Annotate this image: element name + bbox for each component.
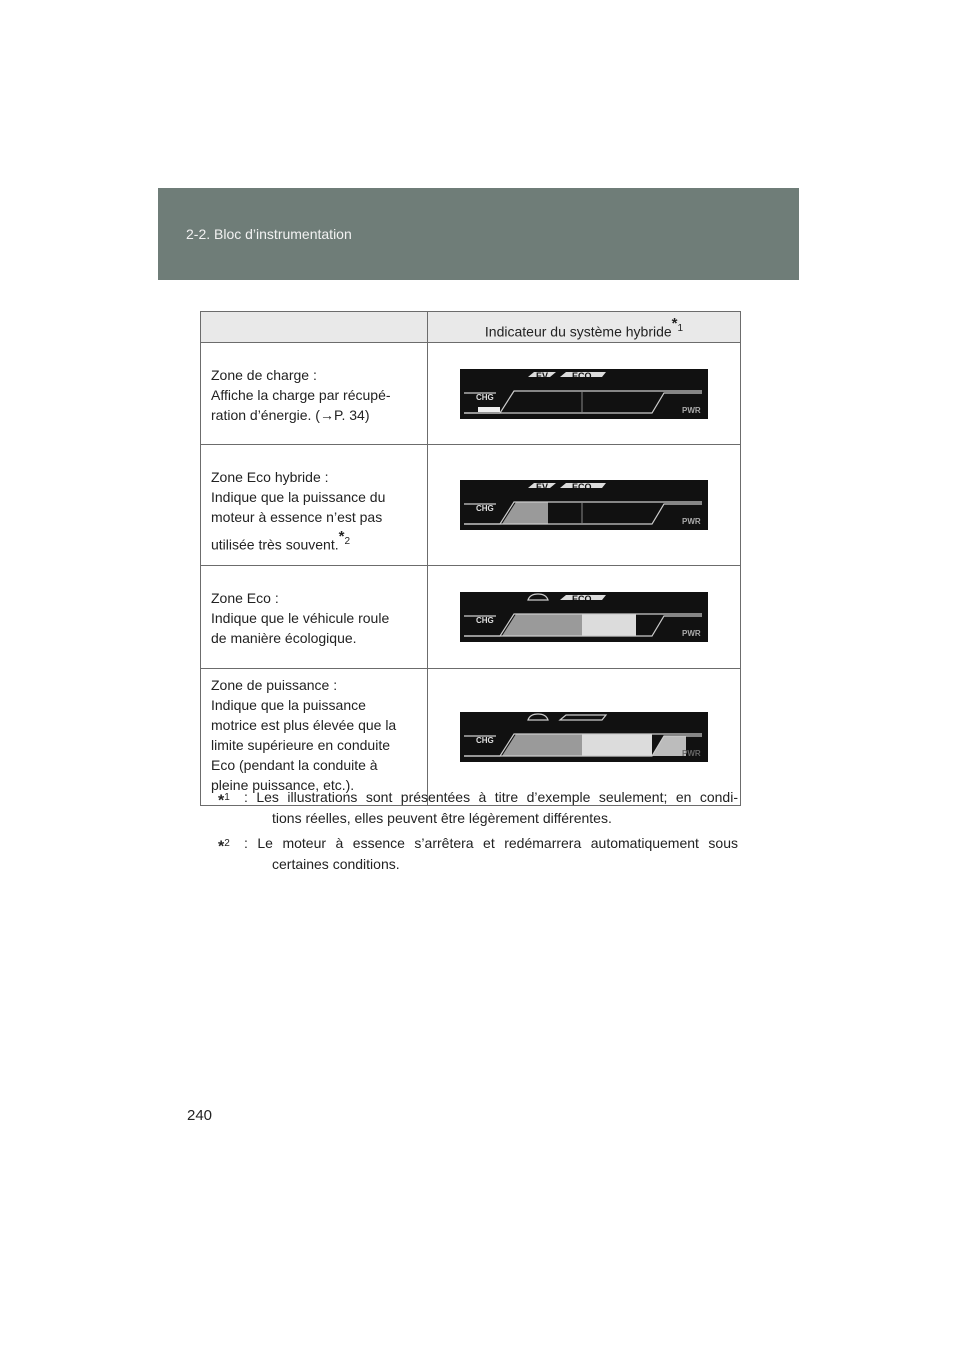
table-header-indicator: [428, 312, 741, 343]
row-text-line: limite supérieure en conduite: [211, 736, 390, 753]
gauge-cell: [428, 343, 741, 445]
chg-label: CHG: [476, 503, 494, 513]
row-text-line: Eco (pendant la conduite à: [211, 756, 378, 773]
row-text-line: de manière écologique.: [211, 629, 357, 646]
eco-label: ECO: [572, 481, 592, 492]
row-text-line: ration d’énergie. (→P. 34): [211, 407, 370, 423]
column-header-note: *1: [671, 315, 684, 335]
row-title: Zone de charge :: [211, 367, 317, 383]
footnote-body: [244, 833, 738, 875]
row-text-line: utilisée très souvent.$^{*2}$: [211, 528, 351, 553]
table-row-charge-zone: [201, 343, 741, 445]
row-title: Zone de puissance :: [211, 676, 338, 693]
row-title: Zone Eco hybride :: [211, 469, 329, 485]
eco-label: ECO: [572, 593, 592, 604]
gauge-cell: [428, 668, 741, 805]
table-header-empty: [201, 312, 428, 343]
row-text-line: Indique que la puissance du: [211, 489, 386, 505]
pwr-label: PWR: [682, 628, 701, 638]
row-text-line: moteur à essence n’est pas: [211, 509, 383, 525]
eco-label: ECO: [572, 370, 592, 381]
footnote-2: [218, 833, 738, 875]
footnote-line: tions réelles, elles peuvent être légèrement différentes.: [272, 810, 612, 826]
ev-label: EV: [536, 481, 549, 492]
chg-label: CHG: [476, 735, 494, 745]
row-text-line: Indique que le véhicule roule: [211, 609, 390, 626]
row-description: [201, 445, 428, 566]
row-title: Zone Eco :: [211, 589, 279, 606]
gauge-cell: [428, 565, 741, 668]
row-description: [201, 668, 428, 805]
table-header-row: [201, 312, 741, 343]
row-text-line: motrice est plus élevée que la: [211, 716, 397, 733]
pwr-label: PWR: [682, 748, 701, 758]
hybrid-indicator-power-image: [460, 712, 708, 762]
row-text-line: Indique que la puissance: [211, 696, 366, 713]
hybrid-indicator-charge-image: [460, 369, 708, 419]
table-row-eco-zone: [201, 565, 741, 668]
hybrid-indicator-hybrid-eco-image: [460, 480, 708, 530]
table-row-hybrid-eco-zone: [201, 445, 741, 566]
row-text-line: pleine puissance, etc.).: [211, 776, 355, 793]
table-row-power-zone: [201, 668, 741, 805]
chg-label: CHG: [476, 392, 494, 402]
footnote-body: [244, 787, 738, 829]
ev-label: EV: [536, 370, 549, 381]
hybrid-indicator-eco-image: [460, 592, 708, 642]
footnote-marker: *$^1$: [218, 792, 230, 810]
pwr-label: PWR: [682, 516, 701, 526]
indicator-table: [200, 311, 741, 806]
pwr-label: PWR: [682, 405, 701, 415]
footnote-line: : Les illustrations sont présentées à titre d’exemple seulement; en condi-: [244, 789, 738, 805]
footnote-line: certaines conditions.: [272, 856, 400, 872]
footnote-1: [218, 787, 738, 829]
gauge-cell: [428, 445, 741, 566]
page-number: 240: [187, 1107, 213, 1124]
column-header-text: Indicateur du système hybride: [484, 323, 672, 340]
footnote-line: : Le moteur à essence s’arrêtera et redémarrera automatiquement sous: [244, 835, 738, 851]
row-description: [201, 343, 428, 445]
footnote-marker: *$^2$: [218, 838, 230, 856]
row-text-line: Affiche la charge par récupé-: [211, 387, 391, 403]
section-header-band: [158, 188, 799, 280]
row-description: [201, 565, 428, 668]
chg-label: CHG: [476, 615, 494, 625]
section-title: 2-2. Bloc d’instrumentation: [186, 226, 352, 242]
